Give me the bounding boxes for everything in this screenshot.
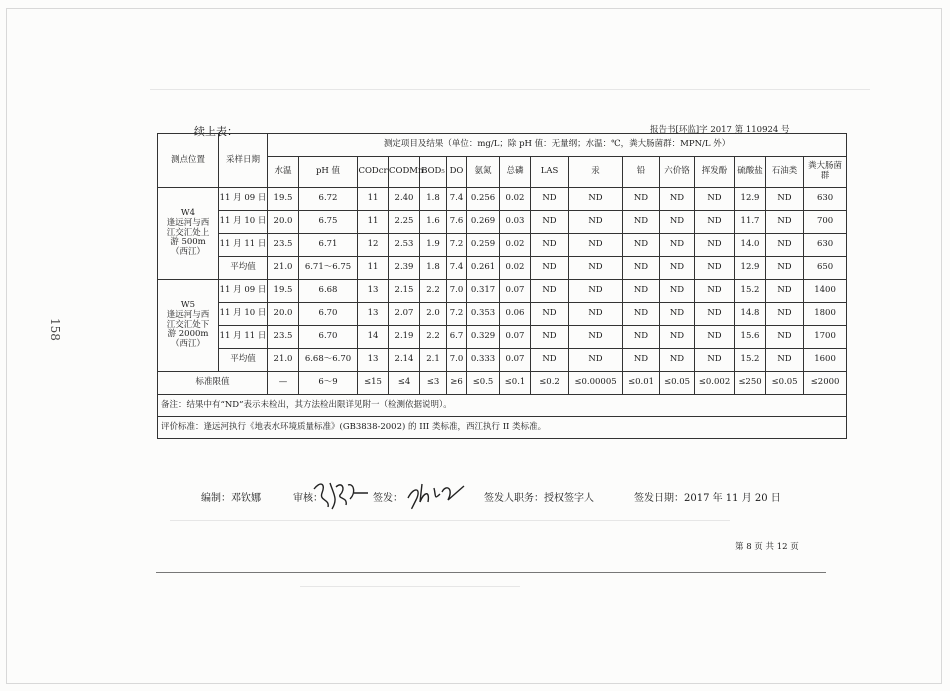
limit-cell: ≤4 <box>389 372 420 395</box>
param-header: 氨氮 <box>467 157 500 188</box>
value-cell: ND <box>695 257 735 280</box>
table-row <box>158 349 847 372</box>
value-cell: ND <box>766 257 804 280</box>
date-cell: 平均值 <box>219 257 268 280</box>
value-cell: 2.1 <box>420 349 447 372</box>
site-line: （西江） <box>170 339 205 350</box>
value-cell: 0.07 <box>500 349 531 372</box>
value-cell: ND <box>623 280 660 303</box>
limit-cell: ≤0.1 <box>500 372 531 395</box>
value-cell: 2.0 <box>420 303 447 326</box>
value-cell: 6.70 <box>299 303 358 326</box>
value-cell: 0.02 <box>500 257 531 280</box>
value-cell: 0.03 <box>500 211 531 234</box>
site-line: 逢远河与西 <box>166 309 210 320</box>
value-cell: 650 <box>804 257 847 280</box>
limit-cell: 6～9 <box>299 372 358 395</box>
value-cell: 11 <box>358 188 389 211</box>
value-cell: ND <box>660 326 695 349</box>
limit-row <box>158 372 847 395</box>
value-cell: 0.333 <box>467 349 500 372</box>
value-cell: 13 <box>358 280 389 303</box>
value-cell: ND <box>766 280 804 303</box>
value-cell: 20.0 <box>268 303 299 326</box>
value-cell: 6.71 <box>299 234 358 257</box>
value-cell: 7.2 <box>447 234 467 257</box>
value-cell: 14 <box>358 326 389 349</box>
value-cell: 21.0 <box>268 349 299 372</box>
site-line: W4 <box>180 208 196 219</box>
evaluation-row-text: 评价标准：逢远河执行《地表水环境质量标准》(GB3838-2002) 的 III 类标准，西江执行 II 类标准。 <box>158 417 847 439</box>
value-cell: ND <box>660 303 695 326</box>
value-cell: ND <box>623 188 660 211</box>
limit-cell: ≤2000 <box>804 372 847 395</box>
page-count: 第 8 页 共 12 页 <box>735 542 799 552</box>
header-measure: 测定项目及结果（单位：mg/L；除 pH 值：无量纲；水温：℃，粪大肠菌群：MPN/L 外） <box>268 134 847 157</box>
value-cell: 700 <box>804 211 847 234</box>
compiled-by: 编制：邓钦娜 <box>201 493 261 504</box>
param-header: CODcr <box>358 157 389 188</box>
value-cell: 14.8 <box>735 303 766 326</box>
limit-cell: ≤250 <box>735 372 766 395</box>
table-row <box>158 234 847 257</box>
value-cell: 1.6 <box>420 211 447 234</box>
limit-cell: ≥6 <box>447 372 467 395</box>
value-cell: ND <box>660 188 695 211</box>
value-cell: 7.4 <box>447 257 467 280</box>
date-cell: 11 月 09 日 <box>219 188 268 211</box>
site-line: 逢远河与西 <box>166 217 210 228</box>
header-date: 采样日期 <box>219 134 268 188</box>
site-cell <box>158 280 219 372</box>
value-cell: ND <box>569 303 623 326</box>
value-cell: 2.2 <box>420 326 447 349</box>
value-cell: 2.2 <box>420 280 447 303</box>
limit-cell: — <box>268 372 299 395</box>
limit-cell: ≤0.2 <box>531 372 569 395</box>
value-cell: 0.02 <box>500 234 531 257</box>
value-cell: ND <box>531 349 569 372</box>
bleed-line <box>170 520 730 521</box>
signed-by-label: 签发： <box>373 493 403 504</box>
table-row <box>158 280 847 303</box>
bleed-line <box>300 586 520 587</box>
param-header: CODMn <box>389 157 420 188</box>
value-cell: ND <box>531 280 569 303</box>
value-cell: ND <box>531 257 569 280</box>
value-cell: 7.2 <box>447 303 467 326</box>
site-line: 游 500m <box>170 237 206 248</box>
limit-cell: ≤0.5 <box>467 372 500 395</box>
value-cell: 6.68～6.70 <box>299 349 358 372</box>
value-cell: 11.7 <box>735 211 766 234</box>
limit-cell: ≤0.01 <box>623 372 660 395</box>
limit-cell: ≤0.05 <box>660 372 695 395</box>
param-header: LAS <box>531 157 569 188</box>
value-cell: 6.70 <box>299 326 358 349</box>
value-cell: 0.259 <box>467 234 500 257</box>
signer-role: 签发人职务：授权签字人 <box>484 493 594 504</box>
param-header: pH 值 <box>299 157 358 188</box>
value-cell: 0.269 <box>467 211 500 234</box>
value-cell: ND <box>695 326 735 349</box>
date-cell: 11 月 11 日 <box>219 326 268 349</box>
value-cell: 0.317 <box>467 280 500 303</box>
site-cell <box>158 188 219 280</box>
value-cell: ND <box>623 303 660 326</box>
value-cell: ND <box>569 326 623 349</box>
value-cell: 6.75 <box>299 211 358 234</box>
continued-label: 续上表： <box>194 125 238 138</box>
param-header: 六价铬 <box>660 157 695 188</box>
value-cell: 6.71～6.75 <box>299 257 358 280</box>
sign-date: 签发日期：2017 年 11 月 20 日 <box>634 493 781 504</box>
value-cell: ND <box>695 188 735 211</box>
limit-cell: ≤0.00005 <box>569 372 623 395</box>
value-cell: ND <box>569 211 623 234</box>
value-cell: 2.39 <box>389 257 420 280</box>
value-cell: 7.0 <box>447 349 467 372</box>
param-header: 石油类 <box>766 157 804 188</box>
table-row <box>158 303 847 326</box>
table-row <box>158 257 847 280</box>
reviewed-by-label: 审核： <box>293 493 323 504</box>
value-cell: 7.4 <box>447 188 467 211</box>
value-cell: 0.256 <box>467 188 500 211</box>
value-cell: 1800 <box>804 303 847 326</box>
value-cell: 7.0 <box>447 280 467 303</box>
value-cell: ND <box>695 280 735 303</box>
value-cell: 19.5 <box>268 280 299 303</box>
value-cell: 1.8 <box>420 188 447 211</box>
bleed-line <box>150 89 870 90</box>
limit-label: 标准限值 <box>158 372 268 395</box>
value-cell: 15.2 <box>735 349 766 372</box>
value-cell: ND <box>531 303 569 326</box>
limit-cell: ≤3 <box>420 372 447 395</box>
value-cell: 2.19 <box>389 326 420 349</box>
value-cell: 6.7 <box>447 326 467 349</box>
water-quality-table <box>157 133 847 439</box>
limit-cell: ≤0.002 <box>695 372 735 395</box>
param-header: 挥发酚 <box>695 157 735 188</box>
value-cell: 12.9 <box>735 188 766 211</box>
value-cell: ND <box>623 257 660 280</box>
date-cell: 11 月 10 日 <box>219 211 268 234</box>
value-cell: ND <box>766 188 804 211</box>
value-cell: ND <box>766 326 804 349</box>
note-row <box>158 395 847 417</box>
site-line: W5 <box>180 300 196 311</box>
value-cell: 23.5 <box>268 326 299 349</box>
value-cell: 0.261 <box>467 257 500 280</box>
value-cell: ND <box>695 349 735 372</box>
limit-cell: ≤0.05 <box>766 372 804 395</box>
value-cell: 6.68 <box>299 280 358 303</box>
value-cell: 13 <box>358 303 389 326</box>
value-cell: 1600 <box>804 349 847 372</box>
param-header: DO <box>447 157 467 188</box>
date-cell: 平均值 <box>219 349 268 372</box>
value-cell: 2.25 <box>389 211 420 234</box>
param-header: 铅 <box>623 157 660 188</box>
value-cell: ND <box>569 349 623 372</box>
value-cell: 15.2 <box>735 280 766 303</box>
report-number: 报告书[环监]字 2017 第 110924 号 <box>650 125 790 135</box>
value-cell: ND <box>660 257 695 280</box>
site-line: 江交汇处上 <box>166 227 210 238</box>
site-line: （西江） <box>170 247 205 258</box>
value-cell: 1400 <box>804 280 847 303</box>
value-cell: 12 <box>358 234 389 257</box>
value-cell: 2.14 <box>389 349 420 372</box>
date-cell: 11 月 10 日 <box>219 303 268 326</box>
value-cell: ND <box>695 303 735 326</box>
value-cell: ND <box>660 234 695 257</box>
param-header: BOD₅ <box>420 157 447 188</box>
value-cell: ND <box>695 211 735 234</box>
value-cell: 21.0 <box>268 257 299 280</box>
value-cell: 0.353 <box>467 303 500 326</box>
value-cell: ND <box>766 303 804 326</box>
value-cell: 0.07 <box>500 326 531 349</box>
value-cell: 0.329 <box>467 326 500 349</box>
value-cell: ND <box>531 211 569 234</box>
value-cell: 12.9 <box>735 257 766 280</box>
footer-rule <box>156 572 826 573</box>
value-cell: 6.72 <box>299 188 358 211</box>
param-header: 水温 <box>268 157 299 188</box>
value-cell: 11 <box>358 257 389 280</box>
table-row <box>158 326 847 349</box>
table-row <box>158 188 847 211</box>
value-cell: 2.53 <box>389 234 420 257</box>
value-cell: 630 <box>804 234 847 257</box>
date-cell: 11 月 09 日 <box>219 280 268 303</box>
date-cell: 11 月 11 日 <box>219 234 268 257</box>
value-cell: ND <box>569 257 623 280</box>
value-cell: ND <box>766 211 804 234</box>
issuer-signature <box>404 478 468 512</box>
value-cell: ND <box>623 211 660 234</box>
value-cell: ND <box>569 234 623 257</box>
value-cell: ND <box>569 280 623 303</box>
value-cell: 630 <box>804 188 847 211</box>
value-cell: 0.07 <box>500 280 531 303</box>
value-cell: ND <box>766 234 804 257</box>
value-cell: ND <box>623 326 660 349</box>
header-site: 测点位置 <box>158 134 219 188</box>
value-cell: 15.6 <box>735 326 766 349</box>
value-cell: ND <box>695 234 735 257</box>
site-line: 江交汇处下 <box>166 319 210 330</box>
note-row-text: 备注：结果中有“ND”表示未检出，其方法检出限详见附一（检测依据说明）。 <box>158 395 847 417</box>
evaluation-row <box>158 417 847 439</box>
limit-cell: ≤15 <box>358 372 389 395</box>
value-cell: 13 <box>358 349 389 372</box>
value-cell: 20.0 <box>268 211 299 234</box>
param-header: 总磷 <box>500 157 531 188</box>
value-cell: 0.02 <box>500 188 531 211</box>
value-cell: 7.6 <box>447 211 467 234</box>
value-cell: 1.9 <box>420 234 447 257</box>
value-cell: 14.0 <box>735 234 766 257</box>
value-cell: ND <box>531 326 569 349</box>
value-cell: ND <box>623 349 660 372</box>
value-cell: ND <box>660 211 695 234</box>
value-cell: 1700 <box>804 326 847 349</box>
value-cell: ND <box>531 234 569 257</box>
param-header: 汞 <box>569 157 623 188</box>
reviewer-signature <box>310 475 372 513</box>
value-cell: 2.40 <box>389 188 420 211</box>
param-header: 硫酸盐 <box>735 157 766 188</box>
param-header: 粪大肠菌群 <box>804 157 847 188</box>
value-cell: ND <box>623 234 660 257</box>
value-cell: 19.5 <box>268 188 299 211</box>
side-page-number: 158 <box>48 318 62 341</box>
value-cell: 11 <box>358 211 389 234</box>
table-row <box>158 211 847 234</box>
value-cell: 1.8 <box>420 257 447 280</box>
value-cell: 2.15 <box>389 280 420 303</box>
value-cell: ND <box>660 280 695 303</box>
value-cell: 2.07 <box>389 303 420 326</box>
value-cell: ND <box>660 349 695 372</box>
value-cell: ND <box>531 188 569 211</box>
value-cell: 23.5 <box>268 234 299 257</box>
value-cell: ND <box>569 188 623 211</box>
value-cell: 0.06 <box>500 303 531 326</box>
site-line: 游 2000m <box>167 329 209 340</box>
value-cell: ND <box>766 349 804 372</box>
